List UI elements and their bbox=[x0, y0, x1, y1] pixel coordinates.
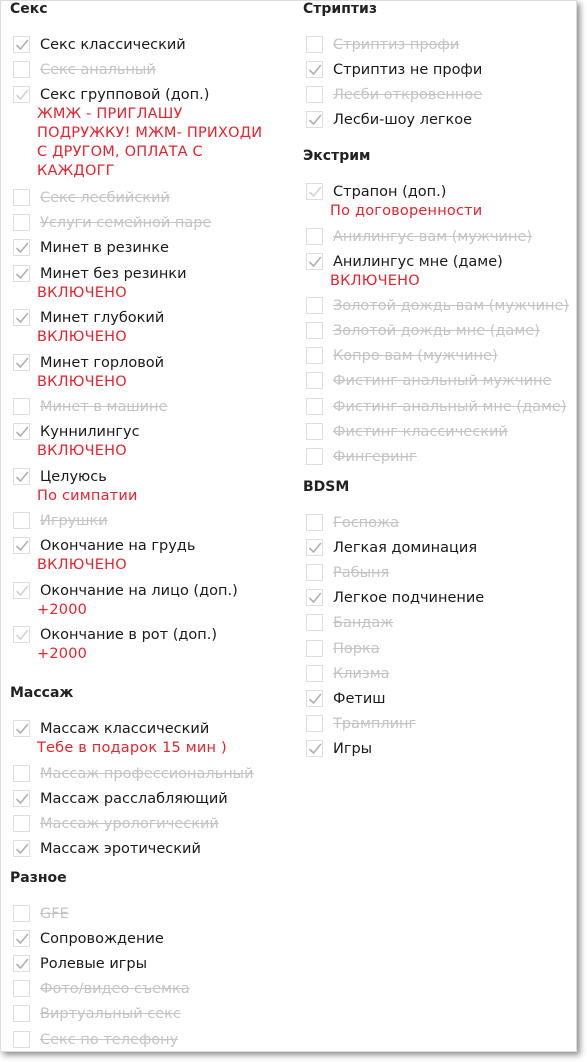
service-label: Ролевые игры bbox=[40, 956, 148, 973]
checkmark-icon bbox=[15, 311, 29, 325]
service-note: ВКЛЮЧЕНО bbox=[37, 329, 127, 345]
checkbox-icon bbox=[306, 423, 323, 440]
service-label: Секс анальный bbox=[40, 62, 156, 79]
service-label: Фингеринг bbox=[333, 448, 417, 465]
service-label: Массаж расслабляющий bbox=[40, 790, 228, 807]
service-label: Окончание в рот (доп.) bbox=[40, 627, 217, 644]
checkmark-icon bbox=[308, 692, 322, 706]
checkbox-icon bbox=[306, 448, 323, 465]
checkbox-icon bbox=[13, 214, 30, 231]
checkbox-icon[interactable] bbox=[13, 720, 30, 737]
checkbox-icon bbox=[13, 512, 30, 529]
checkmark-icon bbox=[308, 255, 322, 269]
service-label: Секс по телефону bbox=[40, 1031, 179, 1048]
checkbox-icon[interactable] bbox=[13, 840, 30, 857]
service-label: Фетиш bbox=[333, 690, 386, 707]
service-note: ЖМЖ - ПРИГЛАШУ ПОДРУЖКУ! МЖМ- ПРИХОДИ С ДРУГОМ, ОПЛАТА С КАЖДОГГ bbox=[37, 106, 263, 180]
checkbox-icon bbox=[306, 398, 323, 415]
service-label: Стриптиз профи bbox=[333, 37, 460, 53]
checkbox-icon bbox=[306, 228, 323, 245]
service-note: По договоренности bbox=[330, 203, 483, 219]
service-label: Страпон (доп.) bbox=[333, 184, 447, 200]
checkmark-icon bbox=[308, 185, 322, 199]
service-note: ВКЛЮЧЕНО bbox=[330, 272, 420, 289]
service-label: Госпожа bbox=[333, 515, 399, 531]
checkmark-icon bbox=[15, 792, 29, 806]
checkbox-icon[interactable] bbox=[13, 423, 30, 440]
checkmark-icon bbox=[15, 584, 29, 598]
checkbox-icon bbox=[13, 61, 30, 78]
service-label: Окончание на грудь bbox=[40, 538, 196, 555]
checkbox-icon bbox=[306, 715, 323, 732]
service-label: Массаж эротический bbox=[40, 840, 201, 857]
checkbox-icon bbox=[13, 398, 30, 415]
checkbox-icon bbox=[13, 980, 30, 997]
service-label: Фистинг классический bbox=[333, 423, 508, 440]
checkbox-icon bbox=[306, 347, 323, 364]
checkbox-icon[interactable] bbox=[13, 582, 30, 599]
checkbox-icon bbox=[306, 372, 323, 389]
service-label: Стриптиз не профи bbox=[333, 62, 483, 79]
checkbox-icon[interactable] bbox=[306, 111, 323, 128]
service-label: Минет в резинке bbox=[40, 240, 169, 257]
checkbox-icon[interactable] bbox=[13, 309, 30, 326]
checkbox-icon bbox=[13, 765, 30, 782]
checkbox-icon bbox=[13, 1031, 30, 1048]
service-label: Фистинг анальный мне (даме) bbox=[333, 398, 567, 415]
service-label: Клизма bbox=[333, 665, 390, 682]
service-label: Куннилингус bbox=[40, 424, 140, 441]
checkbox-icon[interactable] bbox=[306, 61, 323, 78]
checkbox-icon bbox=[13, 905, 30, 922]
service-note: ВКЛЮЧЕНО bbox=[37, 443, 127, 460]
checkbox-icon bbox=[306, 614, 323, 631]
service-label: Секс лесбийский bbox=[40, 190, 170, 207]
service-label: Услуги семейной паре bbox=[40, 215, 212, 232]
checkmark-icon bbox=[15, 932, 29, 946]
service-label: Бандаж bbox=[333, 615, 394, 632]
checkbox-icon[interactable] bbox=[13, 537, 30, 554]
checkbox-icon[interactable] bbox=[306, 740, 323, 757]
checkmark-icon bbox=[308, 541, 322, 555]
checkbox-icon[interactable] bbox=[306, 589, 323, 606]
service-label: Рабыня bbox=[333, 565, 390, 582]
section-title-massazh: Массаж bbox=[10, 685, 74, 701]
service-label: GFE bbox=[40, 906, 69, 922]
checkbox-icon[interactable] bbox=[306, 253, 323, 270]
checkmark-icon bbox=[15, 425, 29, 439]
checkmark-icon bbox=[15, 356, 29, 370]
section-title-raznoe: Разное bbox=[10, 870, 67, 886]
checkbox-icon[interactable] bbox=[13, 239, 30, 256]
checkmark-icon bbox=[15, 38, 29, 52]
service-label: Игры bbox=[333, 740, 373, 757]
service-label: Минет без резинки bbox=[40, 265, 187, 282]
section-title-ekstrim: Экстрим bbox=[303, 148, 371, 164]
service-label: Лесби-шоу легкое bbox=[333, 112, 473, 129]
service-label: Массаж классический bbox=[40, 721, 210, 737]
checkmark-icon bbox=[15, 842, 29, 856]
service-label: Виртуальный секс bbox=[40, 1006, 181, 1023]
checkmark-icon bbox=[15, 241, 29, 255]
service-label: Окончание на лицо (доп.) bbox=[40, 582, 238, 599]
service-label: Порка bbox=[333, 640, 380, 657]
service-note: +2000 bbox=[37, 601, 88, 618]
service-label: Фото/видео съемка bbox=[40, 981, 190, 998]
service-label: Анилингус вам (мужчине) bbox=[333, 228, 533, 245]
checkbox-icon bbox=[306, 564, 323, 581]
checkmark-icon bbox=[15, 267, 29, 281]
service-label: Золотой дождь вам (мужчине) bbox=[333, 298, 570, 315]
checkbox-icon[interactable] bbox=[13, 930, 30, 947]
service-label: Секс классический bbox=[40, 37, 186, 53]
service-label: Анилингус мне (даме) bbox=[333, 253, 503, 270]
checkbox-icon bbox=[306, 640, 323, 657]
checkbox-icon[interactable] bbox=[13, 626, 30, 643]
checkbox-icon[interactable] bbox=[13, 86, 30, 103]
service-label: Сопровождение bbox=[40, 931, 164, 948]
checkbox-icon bbox=[13, 189, 30, 206]
checkbox-icon[interactable] bbox=[13, 354, 30, 371]
section-title-striptiz: Стриптиз bbox=[303, 1, 377, 17]
checkmark-icon bbox=[15, 628, 29, 642]
service-label: Минет глубокий bbox=[40, 310, 165, 326]
checkmark-icon bbox=[308, 742, 322, 756]
checkbox-icon bbox=[306, 322, 323, 339]
checkbox-icon[interactable] bbox=[13, 790, 30, 807]
checkbox-icon[interactable] bbox=[13, 36, 30, 53]
checkbox-icon[interactable] bbox=[13, 468, 30, 485]
service-note: ВКЛЮЧЕНО bbox=[37, 557, 127, 574]
service-label: Лесби откровенное bbox=[333, 87, 483, 104]
checkbox-icon bbox=[306, 297, 323, 314]
service-label: Золотой дождь мне (даме) bbox=[333, 323, 540, 340]
service-label: Легкая доминация bbox=[333, 540, 478, 557]
checkbox-icon[interactable] bbox=[306, 539, 323, 556]
section-title-seks: Секс bbox=[10, 1, 48, 17]
service-label: Фистинг анальный мужчине bbox=[333, 373, 552, 390]
checkmark-icon bbox=[15, 88, 29, 102]
service-label: Массаж урологический bbox=[40, 815, 219, 832]
checkmark-icon bbox=[308, 63, 322, 77]
checkmark-icon bbox=[15, 539, 29, 553]
service-label: Секс групповой (доп.) bbox=[40, 87, 210, 104]
service-label: Минет в машине bbox=[40, 399, 168, 415]
checkmark-icon bbox=[308, 113, 322, 127]
service-note: По симпатии bbox=[37, 487, 138, 504]
checkmark-icon bbox=[15, 722, 29, 736]
checkbox-icon bbox=[306, 36, 323, 53]
checkmark-icon bbox=[15, 957, 29, 971]
section-title-bdsm: BDSM bbox=[303, 479, 350, 495]
checkbox-icon[interactable] bbox=[306, 183, 323, 200]
checkmark-icon bbox=[15, 470, 29, 484]
checkbox-icon bbox=[306, 514, 323, 531]
service-note: ВКЛЮЧЕНО bbox=[37, 284, 127, 301]
service-note: Тебе в подарок 15 мин ) bbox=[37, 740, 227, 756]
checkbox-icon[interactable] bbox=[306, 690, 323, 707]
service-label: Минет горловой bbox=[40, 354, 165, 371]
service-label: Массаж профессиональный bbox=[40, 765, 254, 782]
service-label: Легкое подчинение bbox=[333, 590, 485, 607]
service-label: Целуюсь bbox=[40, 468, 107, 485]
service-note: +2000 bbox=[37, 646, 88, 663]
checkbox-icon bbox=[13, 815, 30, 832]
service-label: Копро вам (мужчине) bbox=[333, 348, 498, 365]
checkmark-icon bbox=[308, 591, 322, 605]
checkbox-icon[interactable] bbox=[13, 265, 30, 282]
checkbox-icon bbox=[306, 665, 323, 682]
checkbox-icon bbox=[13, 1005, 30, 1022]
checkbox-icon[interactable] bbox=[13, 955, 30, 972]
service-label: Игрушки bbox=[40, 513, 108, 530]
checkbox-icon bbox=[306, 86, 323, 103]
service-note: ВКЛЮЧЕНО bbox=[37, 373, 127, 390]
service-label: Трамплинг bbox=[333, 715, 417, 732]
